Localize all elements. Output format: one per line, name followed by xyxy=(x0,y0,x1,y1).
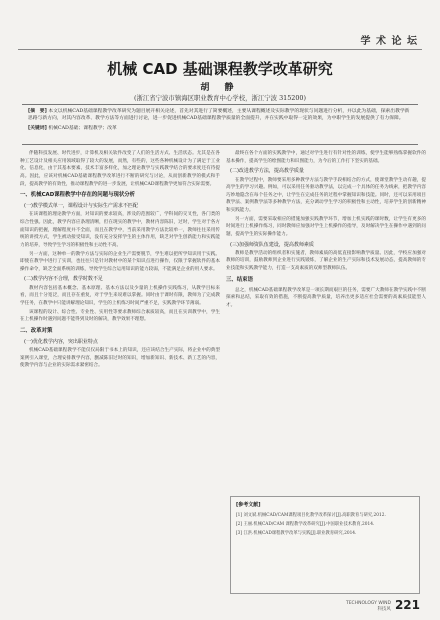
references-title: [参考文献] xyxy=(236,502,261,508)
body-paragraph: 另一方面，需要采取相应的措施加强实践教学环节，增加上机实践的课时数，让学生有更多的时间进行上机操作练习，同时教师应加强对学生上机操作的指导，及时解决学生在操作中遇到的问题，提高学生的实际操作能力。 xyxy=(226,216,426,237)
reference-item: [2] 王丽.机械CAD/CAM 课程教学改革研究[J].中国职业技术教育,2014. xyxy=(236,521,375,527)
section-tag: 学 术 论 坛 xyxy=(360,36,418,47)
reference-item: [1] 刘文斌.机械CAD/CAM课程项目化教学改革探讨[J].高职教育与研究,2012. xyxy=(236,512,386,518)
body-paragraph: 伴随科技发展、时代进步，计算机及相关软件改变了人们的生活方式、生活状态。尤其是在各种工艺设计及相关应用领域取得了较大的发展，而然，有些的，这些各种机械设计为了满足于工业化、信息化，由于其基本要素、技术丰富多样化，加之理论教学与实践教学结合的要求度还有待提高。因此，应该对机械CAD基础课程教学改革进行不断的研究与讨论，从而创新教学的模式和手段，提高教学的有效性，推动课程教学的进一步发展，让机械CAD课程教学更加符合实际需要。 xyxy=(20,151,220,187)
body-paragraph: 教材内容包括基本概念、基本原理、基本方法以及少量的上机操作实践练习，从教学目标来看，而且十分宽泛，而且存在重复，对于学生来说难以掌握。同时由于课时有限，教师为了完成教学任务，在教学中只能讲解理论知识，学生的上机练习时间严重不足，实践教学环节薄弱。 xyxy=(20,285,220,306)
abstract-box xyxy=(22,104,418,145)
journal-name-en: TECHNOLOGY WIND xyxy=(345,601,391,607)
reference-item: [3] 江洪.机械CAD课程教学改革与实践[J].职业教育研究,2014. xyxy=(236,531,357,537)
body-paragraph: 最终在各个方面的实践教学中，通过对学生进行有针对性的训练，使学生能够熟练掌握软件的基本操作，提高学生的绘图能力和识图能力，为今后的工作打下坚实的基础。 xyxy=(226,151,426,164)
body-paragraph: 教师是教学活动的组织者和实施者，教师素质的高低直接影响教学质量。因此，学校应加强对教师的培训，鼓励教师到企业进行实践锻炼，了解企业的生产实际和技术发展动态，提高教师的专业技能和实践教学能力，打造一支高素质的双师型教师队伍。 xyxy=(226,250,426,272)
body-column-left xyxy=(20,150,220,590)
section-heading: 一、机械CAD课程教学中存在的问题与现状分析 xyxy=(20,192,136,199)
page-number: 221 xyxy=(394,598,420,612)
references-box xyxy=(230,496,420,594)
body-paragraph: 机械CAD基础课程教学不能仅仅局限于书本上的知识，还应该结合生产实际，将企业中的典型案例引入课堂，合理安排教学内容，删减陈旧过时的知识，增加新知识、新技术、新工艺的内容，使教学内容与企业的实际需求紧密结合。 xyxy=(20,348,220,369)
subsection-heading: (一)教学模式单一，课程设计与实际生产需求不匹配 xyxy=(24,203,138,210)
body-paragraph: 总之，机械CAD基础课程教学改革是一项长期而艰巨的任务，需要广大教师在教学实践中不断探索和总结，采取有效的措施，不断提高教学质量，培养出更多适应社会需要的高素质技能型人才。 xyxy=(226,287,426,308)
body-paragraph: 在教学过程中，教师要采用多种教学方法与教学手段相结合的方式，使课堂教学生动有趣，提高学生的学习兴趣。例如，可以采用任务驱动教学法，以完成一个具体的任务为线索，把教学内容巧妙地隐含在每个任务之中，让学生在完成任务的过程中掌握知识和技能。同时，还可以采用项目教学法、案例教学法等多种教学方法，充分调动学生学习的积极性和主动性，培养学生的创新精神和实践能力。 xyxy=(226,177,426,214)
abstract-text: 本文以机械CAD基础课程教学改革研究为题目展开相关论述，首先对其进行了简要概述，主要从课程概述及实际教学的现状与问题进行分析，并以此为基础，探索出教学新思路与新方向，对其内容改革、教学方法等方面进行讨论，进一步促进机械CAD基础课程教学质量的全面提升，并在实践中取得一定的效果，为中职学生的发展提供了有力保障。 xyxy=(28,109,410,122)
section-heading: 三、结束语 xyxy=(226,276,253,283)
keywords-text: 机械CAD基础；课程教学；改革 xyxy=(48,125,117,131)
journal-name xyxy=(346,601,391,612)
subsection-heading: (一)优化教学内容，突出职业特点 xyxy=(24,338,98,345)
subsection-heading: (二)教学内容不合理，教学时数不足 xyxy=(24,276,103,283)
keywords-label: [关键词] xyxy=(28,125,47,131)
body-paragraph: 在该课程的理论教学方面，对知识的要求较高，涉及的范围较广，学科间的交叉性，各门类的综合性强。因此，教学内容应条理清晰，但在现实的教学中，教材内容陈旧，过时，学生对于各方面知识的把握，理解程度并不全面，而且在教学中，当前采用教学方法比较单一，教师往往采用传统的讲授方式，学生被动接受知识，没有充分发挥学生的主体作用，缺乏对学生创新能力和实践能力的培养，导致学生学习的积极性和主动性不高。 xyxy=(20,212,220,248)
article-title: 机械 CAD 基础课程教学改革研究 xyxy=(107,60,333,78)
section-heading: 二、改革对策 xyxy=(20,327,53,334)
abstract xyxy=(28,108,412,123)
page-footer xyxy=(346,598,420,612)
author-affiliation: (浙江省宁波市镇海区职业教育中心学校，浙江宁波 315200) xyxy=(133,94,306,102)
body-paragraph: 另一方面，这种单一的教学方法与实际的企业生产需要脱节，学生难以把所学知识用于实践。即使在教学中进行了实训，也往往只是针对教材中的某个知识点进行操作，仅限于掌握软件的基本操作命令，缺乏全面系统的训练，导致学生综合运用知识的能力较弱，不能满足企业的用人要求。 xyxy=(20,251,220,272)
header-bar xyxy=(18,28,422,50)
body-paragraph: 该课程的设计、综合性、专业性、实用性等要求教师综合素质较高，而且在实训教学中，学生在上机操作时遇到问题不能得到及时的解决，教学效果不理想。 xyxy=(20,309,220,323)
author-name: 胡 静 xyxy=(200,83,240,93)
keywords xyxy=(28,125,412,132)
journal-name-cn: 科技风 xyxy=(377,606,391,612)
abstract-label: [摘 要] xyxy=(28,109,47,114)
subsection-heading: (三)加强师资队伍建设，提高教师素质 xyxy=(230,241,314,248)
subsection-heading: (二)改进教学方法，提高教学质量 xyxy=(230,168,304,175)
